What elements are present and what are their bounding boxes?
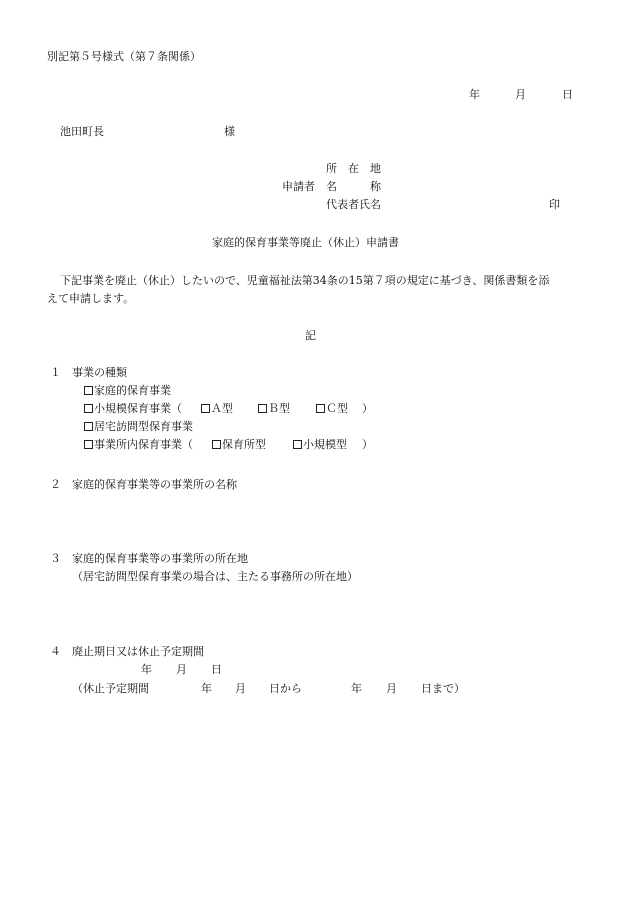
seal-mark: 印: [549, 198, 560, 211]
section1-number: １: [50, 366, 61, 379]
section3-note: （居宅訪問型保育事業の場合は、主たる事務所の所在地）: [72, 570, 358, 583]
addressee-name: 池田町長: [60, 125, 104, 138]
option-kyotaku: [84, 420, 193, 434]
option-shokibo-close: ）: [362, 402, 373, 415]
option-hoikushogata: [212, 438, 266, 452]
form-label: 別記第５号様式（第７条関係）: [47, 50, 201, 63]
checkbox-kateiteki[interactable]: [84, 386, 93, 395]
address-label: 所 在 地: [326, 162, 381, 175]
option-shokibo-b-label: Ｂ型: [268, 402, 290, 415]
option-shokibo-b: [258, 402, 290, 416]
option-shokibo-label: 小規模保育事業（: [94, 402, 182, 415]
checkbox-kyotaku[interactable]: [84, 422, 93, 431]
option-jigyoshonai-label: 事業所内保育事業（: [94, 438, 193, 451]
date-day-label: 日: [562, 88, 573, 101]
checkbox-shokibo-b[interactable]: [258, 404, 267, 413]
checkbox-jigyoshonai[interactable]: [84, 440, 93, 449]
intro-line-1: 下記事業を廃止（休止）したいので、児童福祉法第34条の15第７項の規定に基づき、関係書類を添: [60, 274, 550, 287]
section3-heading: 家庭的保育事業等の事業所の所在地: [72, 552, 248, 565]
option-shokibo-c: [316, 402, 348, 416]
date-month-label: 月: [515, 88, 526, 101]
suspension-to-day: 日まで）: [421, 682, 465, 695]
addressee-honorific: 様: [224, 125, 235, 138]
section2-heading: 家庭的保育事業等の事業所の名称: [72, 478, 237, 491]
checkbox-hoikushogata[interactable]: [212, 440, 221, 449]
option-jigyoshonai: [84, 438, 193, 452]
abolition-day-label: 日: [211, 663, 222, 676]
option-kateiteki: [84, 384, 171, 398]
suspension-from-year: 年: [201, 682, 212, 695]
checkbox-shokibo-c[interactable]: [316, 404, 325, 413]
option-shokibo-a-label: Ａ型: [211, 402, 233, 415]
abolition-year-label: 年: [141, 663, 152, 676]
option-jigyoshonai-close: ）: [362, 438, 373, 451]
name-label: 名 称: [326, 180, 381, 193]
option-shokibo: [84, 402, 182, 416]
option-shokibogata-label: 小規模型: [303, 438, 347, 451]
checkbox-shokibo-a[interactable]: [201, 404, 210, 413]
checkbox-shokibogata[interactable]: [293, 440, 302, 449]
section2-number: ２: [50, 478, 61, 491]
intro-line-2: えて申請します。: [47, 292, 135, 305]
section4-heading: 廃止期日又は休止予定期間: [72, 645, 204, 658]
option-shokibogata: [293, 438, 347, 452]
suspension-to-month: 月: [386, 682, 397, 695]
representative-label: 代表者氏名: [326, 198, 381, 211]
suspension-from-day: 日から: [269, 682, 302, 695]
section1-heading: 事業の種類: [72, 366, 127, 379]
applicant-label: 申請者: [282, 180, 315, 193]
suspension-period-label: （休止予定期間: [72, 682, 149, 695]
checkbox-shokibo[interactable]: [84, 404, 93, 413]
option-shokibo-a: [201, 402, 233, 416]
suspension-from-month: 月: [235, 682, 246, 695]
document-title: 家庭的保育事業等廃止（休止）申請書: [212, 236, 399, 249]
suspension-to-year: 年: [351, 682, 362, 695]
section3-number: ３: [50, 552, 61, 565]
section4-number: ４: [50, 645, 61, 658]
option-shokibo-c-label: Ｃ型: [326, 402, 348, 415]
date-year-label: 年: [469, 88, 480, 101]
option-hoikushogata-label: 保育所型: [222, 438, 266, 451]
abolition-month-label: 月: [176, 663, 187, 676]
option-kateiteki-label: 家庭的保育事業: [94, 384, 171, 397]
option-kyotaku-label: 居宅訪問型保育事業: [94, 420, 193, 433]
ki-heading: 記: [305, 329, 316, 342]
